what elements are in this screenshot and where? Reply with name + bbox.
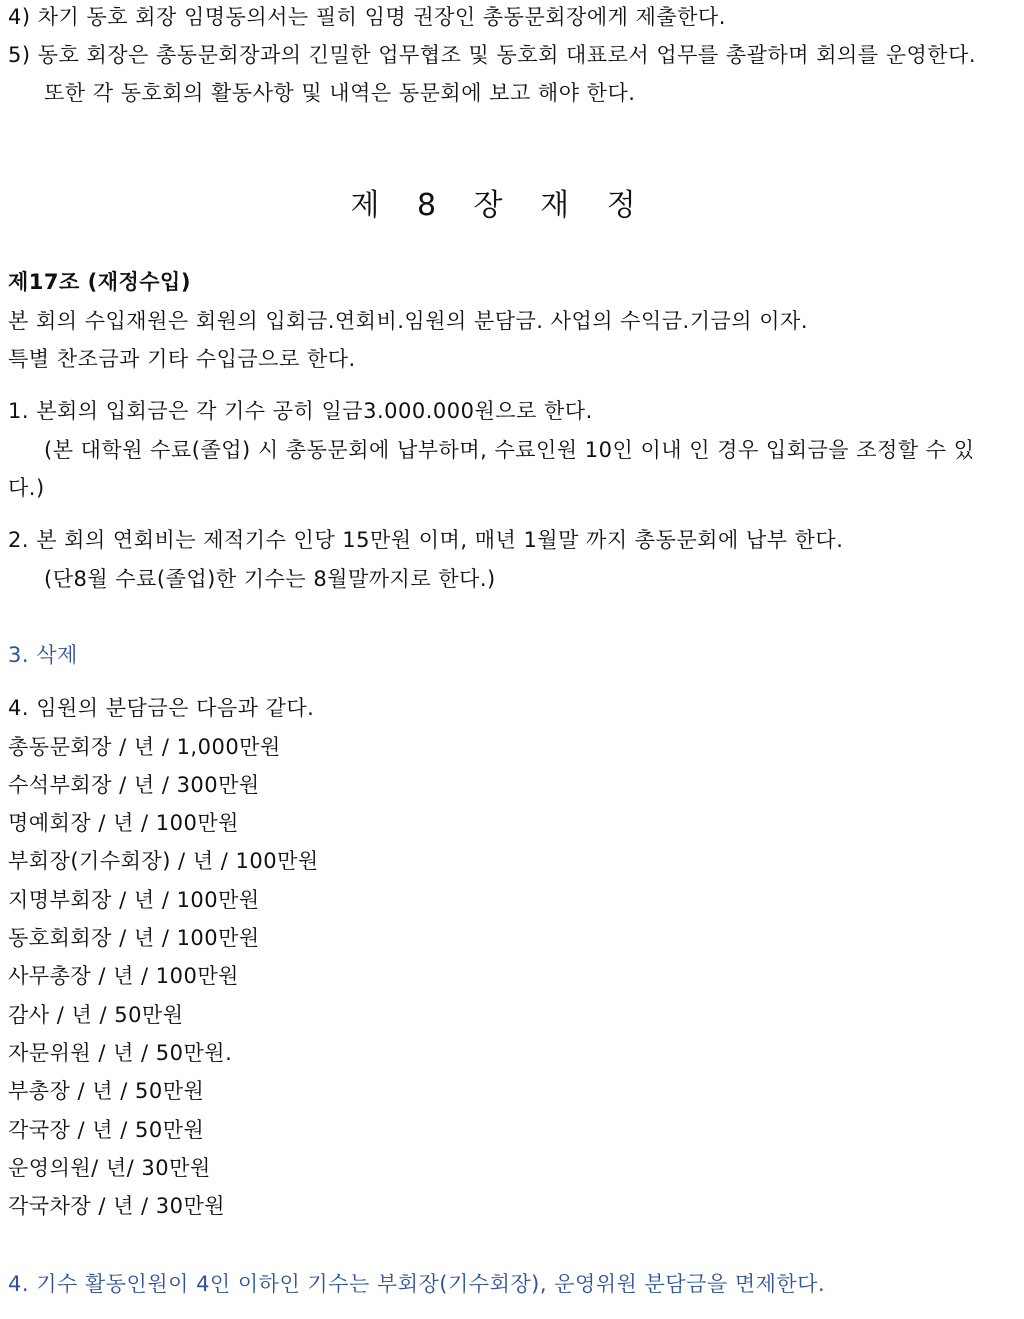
clause-4: 4. 임원의 분담금은 다음과 같다. bbox=[8, 696, 315, 720]
dues-list-item: 수석부회장 / 년 / 300만원 bbox=[8, 773, 260, 797]
clause-1-note: (본 대학원 수료(졸업) 시 총동문회에 납부하며, 수료인원 10인 이내 인 경우 입회금을 조정할 수 있 bbox=[44, 438, 975, 462]
chapter-title: 제 8 장 재 정 bbox=[350, 188, 650, 223]
clause-2: 2. 본 회의 연회비는 제적기수 인당 15만원 이며, 매년 1월말 까지 총동문회에 납부 한다. bbox=[8, 528, 844, 552]
dues-list-item: 부회장(기수회장) / 년 / 100만원 bbox=[8, 849, 319, 873]
article-17-paragraph-2: 특별 찬조금과 기타 수입금으로 한다. bbox=[8, 347, 356, 371]
dues-list-item: 각국장 / 년 / 50만원 bbox=[8, 1118, 205, 1142]
dues-list-item: 부총장 / 년 / 50만원 bbox=[8, 1079, 205, 1103]
clause-3-deleted: 3. 삭제 bbox=[8, 643, 78, 667]
clause-4-exemption: 4. 기수 활동인원이 4인 이하인 기수는 부회장(기수회장), 운영위원 분담금을 면제한다. bbox=[8, 1272, 826, 1296]
dues-list-item: 동호회회장 / 년 / 100만원 bbox=[8, 926, 260, 950]
intro-item-5-continuation: 또한 각 동호회의 활동사항 및 내역은 동문회에 보고 해야 한다. bbox=[44, 81, 636, 105]
clause-1: 1. 본회의 입회금은 각 기수 공히 일금3.000.000원으로 한다. bbox=[8, 399, 593, 423]
clause-1-note-end: 다.) bbox=[8, 476, 45, 500]
dues-list-item: 자문위원 / 년 / 50만원. bbox=[8, 1041, 233, 1065]
intro-item-4: 4) 차기 동호 회장 임명동의서는 필히 임명 권장인 총동문회장에게 제출한다. bbox=[8, 5, 726, 29]
intro-item-5: 5) 동호 회장은 총동문회장과의 긴밀한 업무협조 및 동호회 대표로서 업무를 총괄하며 회의를 운영한다. bbox=[8, 43, 977, 67]
clause-2-note: (단8월 수료(졸업)한 기수는 8월말까지로 한다.) bbox=[44, 567, 496, 591]
dues-list-item: 총동문회장 / 년 / 1,000만원 bbox=[8, 735, 281, 759]
article-17-heading: 제17조 (재정수입) bbox=[8, 270, 191, 294]
dues-list-item: 사무총장 / 년 / 100만원 bbox=[8, 964, 239, 988]
dues-list-item: 명예회장 / 년 / 100만원 bbox=[8, 811, 239, 835]
article-17-paragraph-1: 본 회의 수입재원은 회원의 입회금.연회비.임원의 분담금. 사업의 수익금.기금의 이자. bbox=[8, 309, 809, 333]
dues-list-item: 지명부회장 / 년 / 100만원 bbox=[8, 888, 260, 912]
dues-list-item: 각국차장 / 년 / 30만원 bbox=[8, 1194, 226, 1218]
dues-list-item: 감사 / 년 / 50만원 bbox=[8, 1003, 184, 1027]
dues-list-item: 운영의원/ 년/ 30만원 bbox=[8, 1156, 211, 1180]
